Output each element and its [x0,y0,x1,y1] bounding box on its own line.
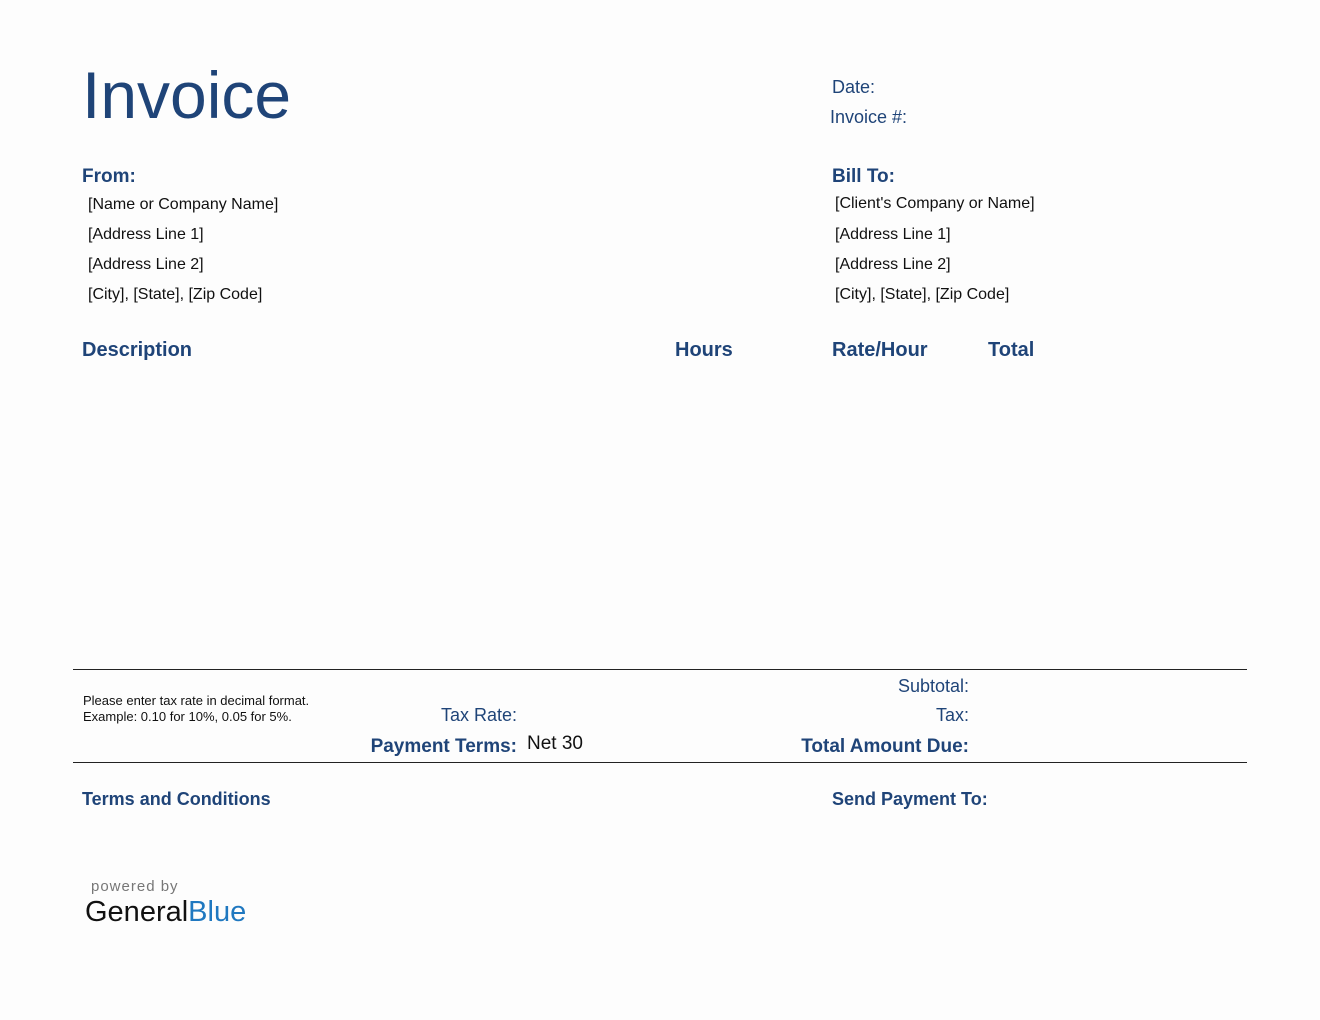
bill-to-line-address2: [Address Line 2] [835,256,951,273]
bill-to-line-address1: [Address Line 1] [835,226,951,243]
payment-terms-label: Payment Terms: [370,736,517,757]
from-line-address1: [Address Line 1] [88,226,204,243]
summary-bottom-divider [73,762,1247,763]
invoice-title: Invoice [82,58,292,132]
bill-to-line-city: [City], [State], [Zip Code] [835,286,1010,303]
from-line-city: [City], [State], [Zip Code] [88,286,263,303]
invoice-number-label: Invoice #: [830,107,908,127]
tax-note-line1: Please enter tax rate in decimal format. [83,693,310,708]
subtotal-label: Subtotal: [897,676,969,696]
logo-blue: Blue [188,896,247,928]
column-header-description: Description [82,339,193,361]
tax-rate-label: Tax Rate: [440,705,517,725]
terms-and-conditions-heading: Terms and Conditions [82,789,271,809]
from-line-address2: [Address Line 2] [88,256,204,273]
from-line-name: [Name or Company Name] [88,196,279,213]
from-heading: From: [82,166,136,187]
column-header-rate: Rate/Hour [832,339,928,361]
column-header-hours: Hours [675,339,733,361]
total-amount-due-label: Total Amount Due: [801,736,969,757]
bill-to-line-name: [Client's Company or Name] [835,195,1035,212]
summary-top-divider [73,669,1247,670]
bill-to-heading: Bill To: [832,166,895,187]
tax-label: Tax: [935,705,969,725]
send-payment-to-heading: Send Payment To: [832,789,988,809]
date-label: Date: [832,77,876,97]
logo-general: General [85,896,189,928]
generalblue-logo [85,896,246,929]
column-header-total: Total [988,339,1035,361]
powered-by-text: powered by [91,878,179,895]
tax-note-line2: Example: 0.10 for 10%, 0.05 for 5%. [83,709,292,724]
payment-terms-value[interactable]: Net 30 [527,733,583,754]
